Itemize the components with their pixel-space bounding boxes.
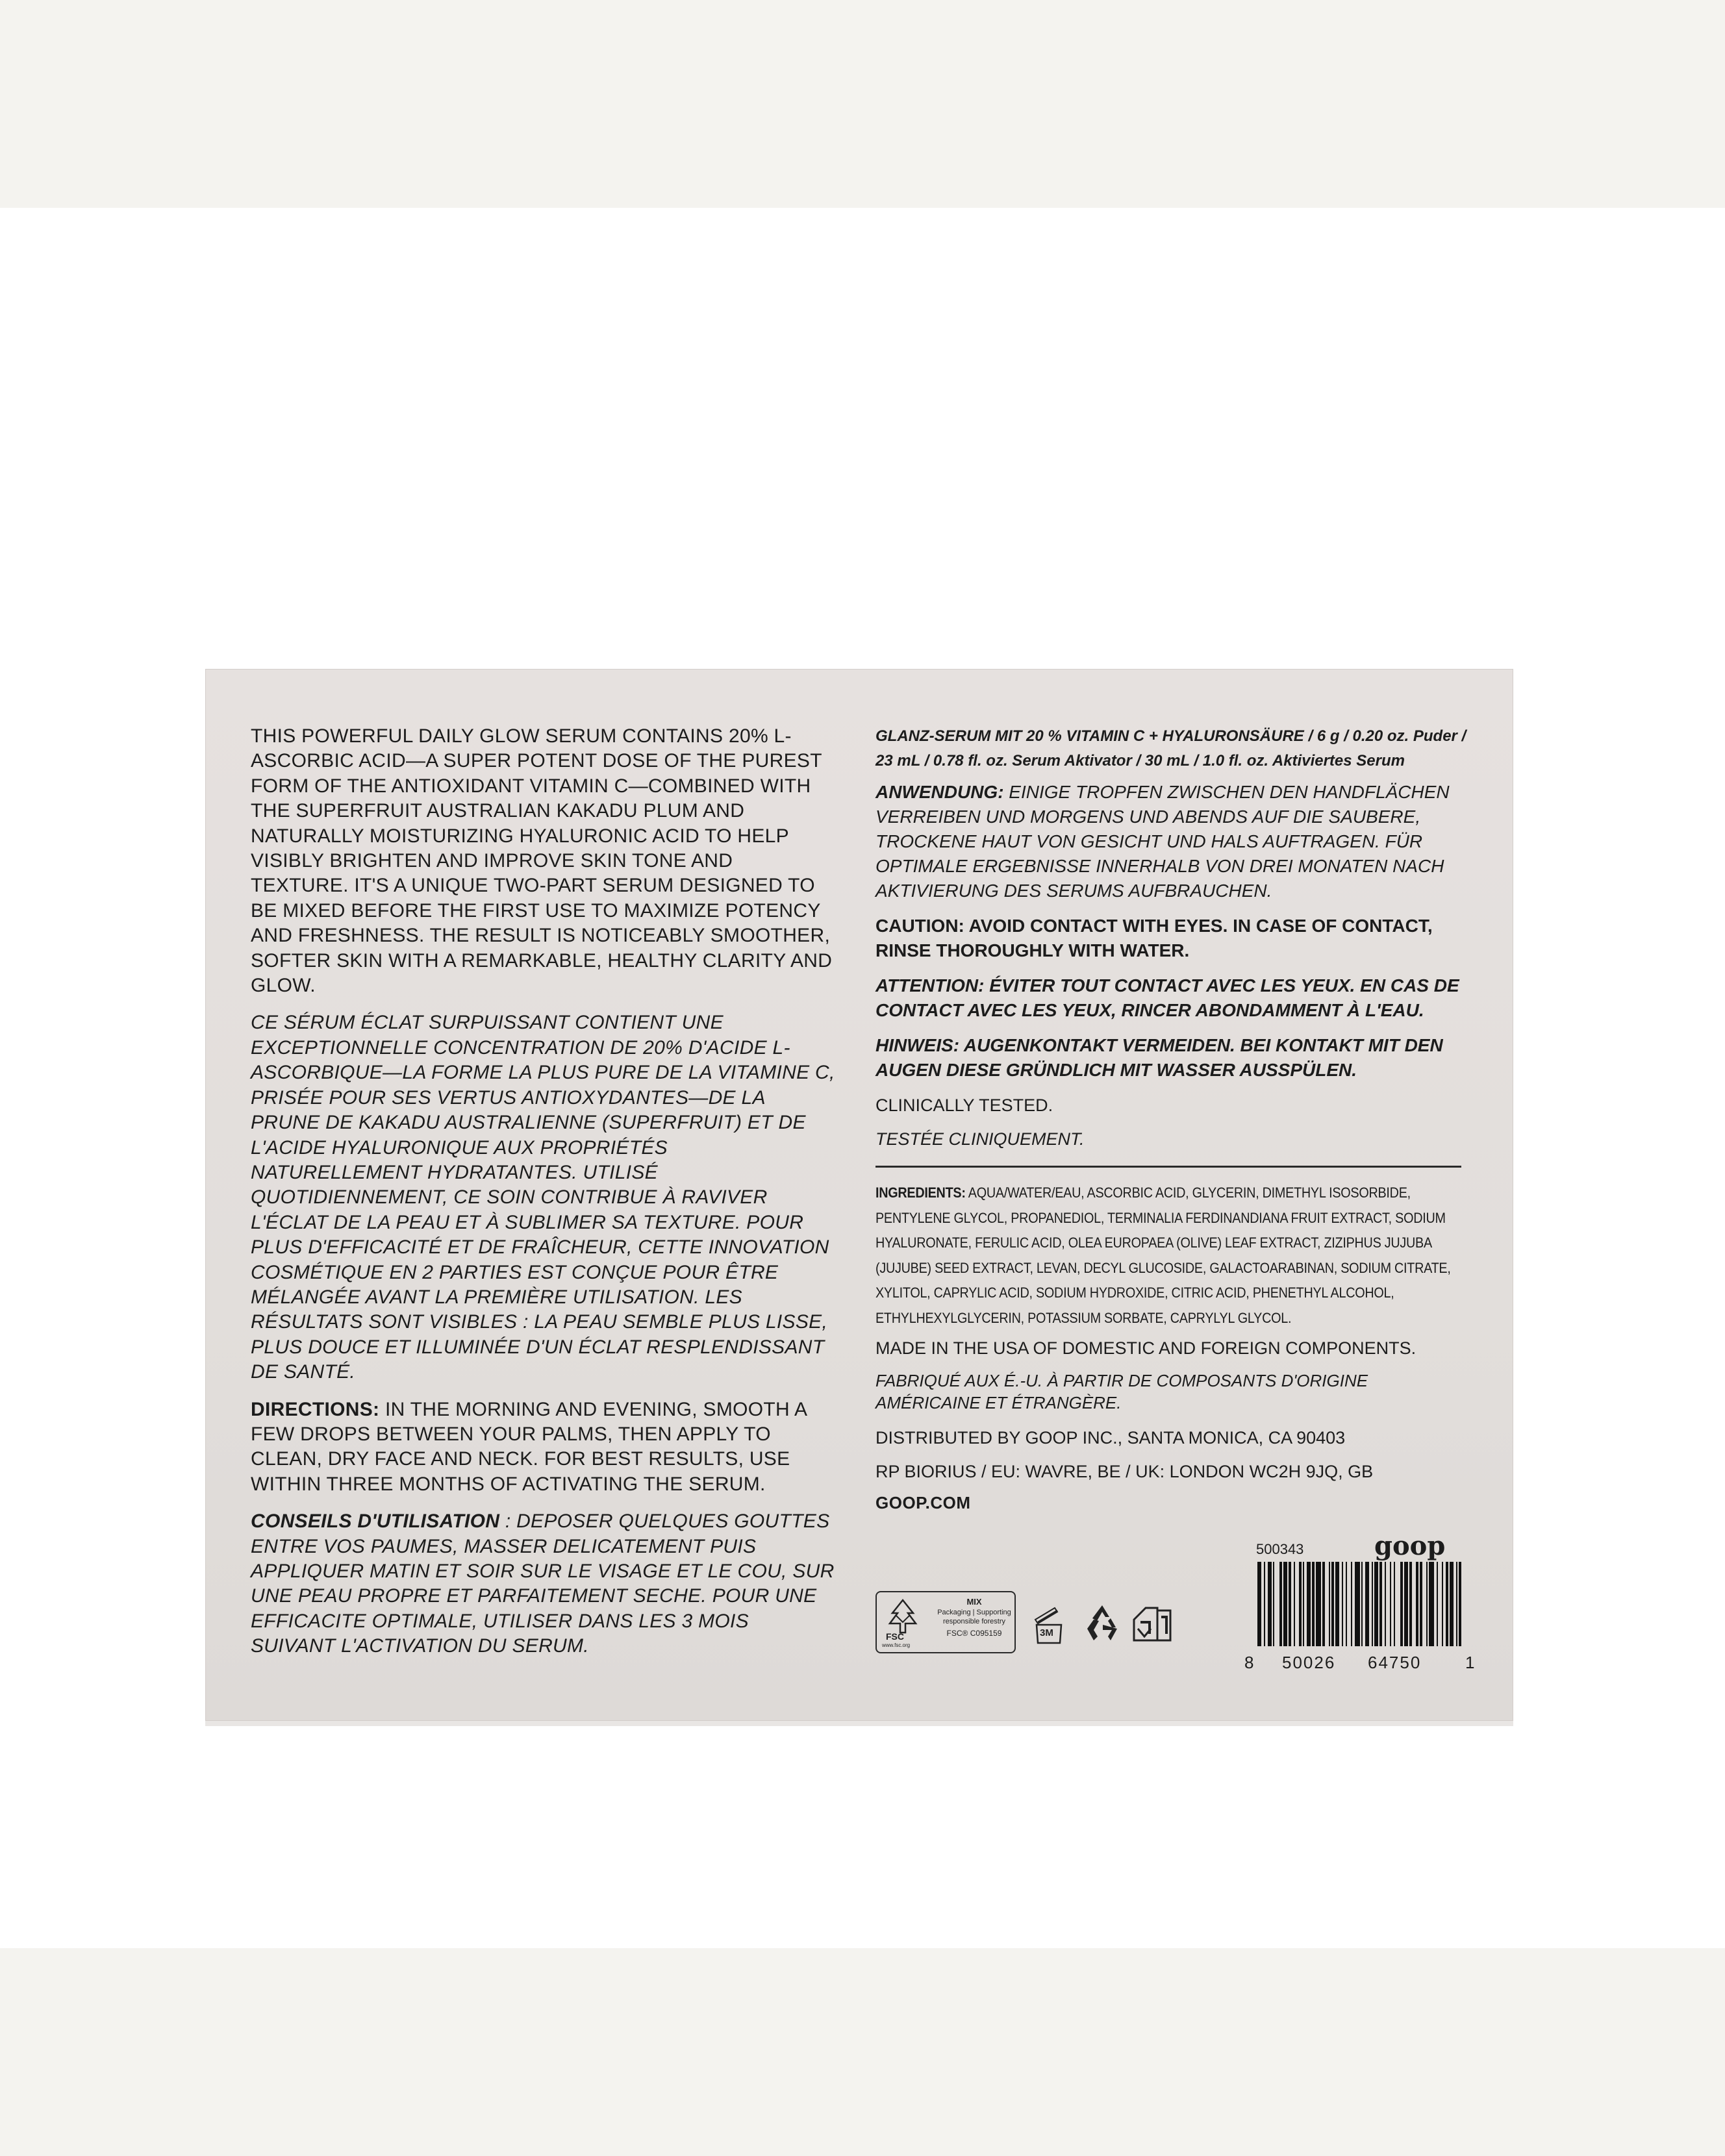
intro-english: THIS POWERFUL DAILY GLOW SERUM CONTAINS 20% L-ASCORBIC ACID—A SUPER POTENT DOSE OF THE PUREST FORM OF THE ANTIOXIDANT VITAMIN C—COMBINED WITH THE SUPERFRUIT AUSTRALIAN KAKADU PLUM AND NATURALLY MOISTURIZING HYALURONIC ACID TO HELP VISIBLY BRIGHTEN AND IMPROVE SKIN TONE AND TEXTURE. IT'S A UNIQUE TWO-PART SERUM DESIGNED TO BE MIXED BEFORE THE FIRST USE TO MAXIMIZE POTENCY AND FRESHNESS. THE RESULT IS NOTICEABLY SMOOTHER, SOFTER SKIN WITH A REMARKABLE, HEALTHY CLARITY AND GLOW. xyxy=(251,725,833,997)
barcode-bar xyxy=(1456,1562,1457,1646)
barcode-bar xyxy=(1416,1562,1418,1646)
barcode-bar xyxy=(1346,1562,1347,1646)
barcode-bar xyxy=(1390,1562,1391,1646)
fsc-url: www.fsc.org xyxy=(882,1642,911,1648)
testee-cliniquement: TESTÉE CLINIQUEMENT. xyxy=(875,1129,1085,1149)
barcode-digit-first: 8 xyxy=(1244,1653,1255,1672)
barcode-bar xyxy=(1459,1562,1461,1646)
pao-symbol xyxy=(1031,1605,1066,1650)
barcode-bar xyxy=(1264,1562,1265,1646)
barcode-bar xyxy=(1429,1562,1434,1646)
website-url: GOOP.COM xyxy=(875,1493,971,1512)
fsc-mix-label: MIX xyxy=(966,1597,982,1607)
barcode-digit-last: 1 xyxy=(1465,1653,1476,1672)
directions-text: IN THE MORNING AND EVENING, SMOOTH A FEW DROPS BETWEEN YOUR PALMS, THEN APPLY TO CLEAN, DRY FACE AND NECK. FOR BEST RESULTS, USE WITHIN THREE MONTHS OF ACTIVATING THE SERUM. xyxy=(251,1398,807,1495)
divider-rule xyxy=(875,1166,1461,1168)
ingredients-text: AQUA/WATER/EAU, ASCORBIC ACID, GLYCERIN, DIMETHYL ISOSORBIDE, PENTYLENE GLYCOL, PROPANEDIOL, TERMINALIA FERDINANDIANA FRUIT EXTRACT, SODIUM HYALURONATE, FERULIC ACID, OLEA EUROPAEA (OLIVE) LEAF EXTRACT, ZIZIPHUS JUJUBA (JUJUBE) SEED EXTRACT, LEVAN, DECYL GLUCOSIDE, GALACTOARABINAN, SODIUM CITRATE, XYLITOL, CAPRYLIC ACID, SODIUM HYDROXIDE, CITRIC ACID, PHENETHYL ALCOHOL, ETHYLHEXYLGLYCERIN, POTASSIUM SORBATE, CAPRYLYL GLYCOL. xyxy=(875,1185,1451,1326)
barcode-bar xyxy=(1365,1562,1369,1646)
barcode-bar xyxy=(1450,1562,1454,1646)
barcode-bar xyxy=(1322,1562,1325,1646)
made-in-usa: MADE IN THE USA OF DOMESTIC AND FOREIGN COMPONENTS. xyxy=(875,1338,1417,1358)
barcode-bar xyxy=(1379,1562,1382,1646)
anwendung-paragraph xyxy=(875,780,1473,903)
barcode-bar xyxy=(1299,1562,1302,1646)
barcode-bar xyxy=(1307,1562,1311,1646)
bottom-background-band xyxy=(0,1948,1725,2156)
barcode-bar xyxy=(1316,1562,1321,1646)
barcode-bar xyxy=(1446,1562,1448,1646)
barcode-bar xyxy=(1335,1562,1339,1646)
fsc-packaging-line: Packaging | Supporting responsible forestry xyxy=(937,1609,1011,1625)
barcode-bar xyxy=(1385,1562,1386,1646)
barcode-bar xyxy=(1374,1562,1378,1646)
distributed-by: DISTRIBUTED BY GOOP INC., SANTA MONICA, CA 90403 xyxy=(875,1428,1346,1448)
recycle-icon xyxy=(1079,1600,1125,1646)
barcode-bar xyxy=(1294,1562,1295,1646)
intro-french: CE SÉRUM ÉCLAT SURPUISSANT CONTIENT UNE EXCEPTIONNELLE CONCENTRATION DE 20% D'ACIDE L-ASCORBIQUE—LA FORME LA PLUS PURE DE LA VITAMINE C, PRISÉE POUR SES VERTUS ANTIOXYDANTES—DE LA PRUNE DE KAKADU AUSTRALIENNE (SUPERFRUIT) ET DE L'ACIDE HYALURONIQUE AUX PROPRIÉTÉS NATURELLEMENT HYDRATANTES. UTILISÉ QUOTIDIENNEMENT, CE SOIN CONTRIBUE À RAVIVER L'ÉCLAT DE LA PEAU ET À SUBLIMER SA TEXTURE. POUR PLUS D'EFFICACITÉ ET DE FRAÎCHEUR, CETTE INNOVATION COSMÉTIQUE EN 2 PARTIES EST CONÇUE POUR ÊTRE MÉLANGÉE AVANT LA PREMIÈRE UTILISATION. LES RÉSULTATS SONT VISIBLES : LA PEAU SEMBLE PLUS LISSE, PLUS DOUCE ET ILLUMINÉE D'UN ÉCLAT RESPLENDISSANT DE SANTÉ. xyxy=(251,1012,835,1383)
conseils-paragraph xyxy=(251,1509,835,1659)
product-sizes: / 6 g / 0.20 oz. Puder / 23 mL / 0.78 fl. oz. Serum Aktivator / 30 mL / 1.0 fl. oz. Aktiviertes Serum xyxy=(875,727,1467,770)
barcode-bar xyxy=(1400,1562,1403,1646)
triman-symbol xyxy=(1131,1603,1174,1649)
barcode-digits-right: 64750 xyxy=(1368,1653,1422,1672)
top-background-band xyxy=(0,0,1725,208)
ingredients-label: INGREDIENTS: xyxy=(875,1185,966,1201)
barcode-bar xyxy=(1331,1562,1334,1646)
barcode-digits-left: 50026 xyxy=(1282,1653,1336,1672)
pao-label: 3M xyxy=(1040,1627,1053,1638)
ingredients-list xyxy=(875,1181,1460,1331)
right-text-column xyxy=(875,724,1473,1513)
fsc-text-block xyxy=(935,1598,1013,1638)
fsc-mix-badge xyxy=(875,1591,1016,1653)
clinically-tested: CLINICALLY TESTED. xyxy=(875,1096,1053,1115)
attention-warning: ATTENTION: ÉVITER TOUT CONTACT AVEC LES YEUX. EN CAS DE CONTACT AVEC LES YEUX, RINCER ABONDAMMENT À L'EAU. xyxy=(875,975,1459,1020)
barcode-bar xyxy=(1426,1562,1428,1646)
recycle-symbol xyxy=(1079,1600,1125,1649)
fabrique-aux-eu: FABRIQUÉ AUX É.-U. À PARTIR DE COMPOSANTS D'ORIGINE AMÉRICAINE ET ÉTRANGÈRE. xyxy=(875,1371,1368,1412)
caution-warning: CAUTION: AVOID CONTACT WITH EYES. IN CASE OF CONTACT, RINSE THOROUGHLY WITH WATER. xyxy=(875,916,1433,960)
barcode-bar xyxy=(1361,1562,1363,1646)
barcode-bar xyxy=(1442,1562,1443,1646)
anwendung-text: EINIGE TROPFEN ZWISCHEN DEN HANDFLÄCHEN VERREIBEN UND MORGENS UND ABENDS AUF DIE SAUBERE, TROCKENE HAUT VON GESICHT UND HALS AUFTRAGEN. FÜR OPTIMALE ERGEBNISSE INNERHALB VON DREI MONATEN NACH AKTIVIERUNG DES SERUMS AUFBRAUCHEN. xyxy=(875,782,1450,901)
hinweis-warning: HINWEIS: AUGENKONTAKT VERMEIDEN. BEI KONTAKT MIT DEN AUGEN DIESE GRÜNDLICH MIT WASSER AUSSPÜLEN. xyxy=(875,1035,1443,1080)
barcode-bar xyxy=(1409,1562,1412,1646)
triman-icon xyxy=(1131,1603,1174,1646)
barcode-bar xyxy=(1303,1562,1304,1646)
product-heading xyxy=(875,724,1473,773)
goop-logo: goop xyxy=(1374,1531,1446,1561)
barcode-bar xyxy=(1404,1562,1408,1646)
barcode-bar xyxy=(1437,1562,1438,1646)
conseils-label: CONSEILS D'UTILISATION xyxy=(251,1510,500,1533)
directions-paragraph xyxy=(251,1398,835,1498)
barcode-bar xyxy=(1329,1562,1330,1646)
directions-label: DIRECTIONS: xyxy=(251,1398,380,1420)
left-text-column xyxy=(251,724,835,1672)
responsible-person: RP BIORIUS / EU: WAVRE, BE / UK: LONDON WC2H 9JQ, GB xyxy=(875,1462,1374,1481)
barcode-bar xyxy=(1394,1562,1395,1646)
barcode-bar xyxy=(1351,1562,1352,1646)
barcode-bar xyxy=(1289,1562,1291,1646)
barcode-bar xyxy=(1312,1562,1315,1646)
open-jar-icon xyxy=(1031,1605,1066,1647)
barcode-bar xyxy=(1342,1562,1343,1646)
conseils-text: : DEPOSER QUELQUES GOUTTES ENTRE VOS PAUMES, MASSER DELICATEMENT PUIS APPLIQUER MATIN ET SOIR SUR LE VISAGE ET LE COU, SUR UNE PEAU PROPRE ET PARFAITEMENT SECHE. POUR UNE EFFICACITE OPTIMALE, UTILISER DANS LES 3 MOIS SUIVANT L'ACTIVATION DU SERUM. xyxy=(251,1510,835,1657)
barcode-bar xyxy=(1420,1562,1422,1646)
barcode-bar xyxy=(1372,1562,1373,1646)
product-title: GLANZ-SERUM MIT 20 % VITAMIN C + HYALURONSÄURE xyxy=(875,727,1304,745)
barcode-bar xyxy=(1283,1562,1287,1646)
fsc-license-code: FSC® C095159 xyxy=(946,1629,1002,1638)
product-code: 500343 xyxy=(1256,1541,1304,1557)
anwendung-label: ANWENDUNG: xyxy=(875,782,1004,802)
product-box-back xyxy=(205,669,1513,1721)
barcode-bar xyxy=(1279,1562,1282,1646)
fsc-label: FSC xyxy=(886,1631,904,1642)
barcode-bar xyxy=(1268,1562,1272,1646)
barcode-bar xyxy=(1257,1562,1261,1646)
barcode-bar xyxy=(1273,1562,1274,1646)
upc-barcode xyxy=(1256,1562,1465,1646)
barcode-bar xyxy=(1355,1562,1360,1646)
